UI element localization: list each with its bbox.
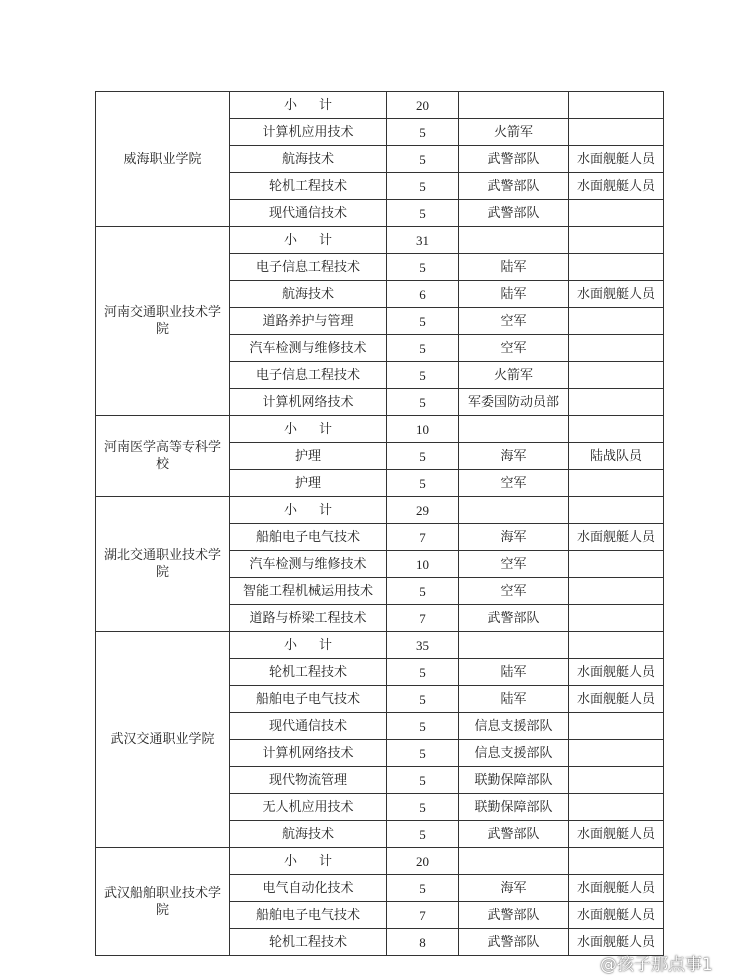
remark: 陆战队员 (569, 443, 664, 470)
quota-count: 5 (387, 794, 459, 821)
major-name: 轮机工程技术 (230, 659, 387, 686)
remark: 水面舰艇人员 (569, 524, 664, 551)
major-name: 现代通信技术 (230, 200, 387, 227)
major-name: 船舶电子电气技术 (230, 902, 387, 929)
quota-count: 7 (387, 902, 459, 929)
military-branch: 空军 (459, 308, 569, 335)
quota-count: 5 (387, 254, 459, 281)
major-name: 道路与桥梁工程技术 (230, 605, 387, 632)
major-name: 航海技术 (230, 146, 387, 173)
empty-cell (569, 416, 664, 443)
quota-count: 5 (387, 389, 459, 416)
quota-count: 6 (387, 281, 459, 308)
military-branch: 武警部队 (459, 902, 569, 929)
remark: 水面舰艇人员 (569, 173, 664, 200)
subtotal-label: 小计 (230, 497, 387, 524)
remark (569, 470, 664, 497)
remark: 水面舰艇人员 (569, 875, 664, 902)
quota-count: 5 (387, 443, 459, 470)
quota-count: 7 (387, 524, 459, 551)
military-branch: 海军 (459, 443, 569, 470)
remark (569, 308, 664, 335)
military-branch: 陆军 (459, 659, 569, 686)
remark (569, 551, 664, 578)
subtotal-count: 10 (387, 416, 459, 443)
quota-count: 5 (387, 335, 459, 362)
military-branch: 信息支援部队 (459, 713, 569, 740)
military-branch: 空军 (459, 335, 569, 362)
quota-count: 5 (387, 875, 459, 902)
remark (569, 200, 664, 227)
major-name: 电子信息工程技术 (230, 362, 387, 389)
remark: 水面舰艇人员 (569, 686, 664, 713)
military-branch: 信息支援部队 (459, 740, 569, 767)
military-branch: 陆军 (459, 686, 569, 713)
subtotal-label: 小计 (230, 227, 387, 254)
quota-count: 10 (387, 551, 459, 578)
remark (569, 254, 664, 281)
military-branch: 陆军 (459, 281, 569, 308)
school-name: 武汉船舶职业技术学院 (96, 848, 230, 956)
school-name: 武汉交通职业学院 (96, 632, 230, 848)
quota-count: 5 (387, 740, 459, 767)
watermark-text: @孩子那点事1 (600, 955, 713, 975)
remark: 水面舰艇人员 (569, 821, 664, 848)
remark (569, 362, 664, 389)
quota-count: 5 (387, 686, 459, 713)
quota-count: 5 (387, 119, 459, 146)
quota-count: 5 (387, 470, 459, 497)
major-name: 轮机工程技术 (230, 173, 387, 200)
empty-cell (569, 92, 664, 119)
military-branch: 空军 (459, 578, 569, 605)
enrollment-table (95, 91, 664, 956)
subtotal-count: 20 (387, 92, 459, 119)
remark: 水面舰艇人员 (569, 146, 664, 173)
quota-count: 8 (387, 929, 459, 956)
subtotal-label: 小计 (230, 416, 387, 443)
quota-count: 5 (387, 308, 459, 335)
major-name: 船舶电子电气技术 (230, 686, 387, 713)
remark (569, 335, 664, 362)
military-branch: 武警部队 (459, 605, 569, 632)
subtotal-count: 29 (387, 497, 459, 524)
subtotal-label: 小计 (230, 92, 387, 119)
quota-count: 7 (387, 605, 459, 632)
remark: 水面舰艇人员 (569, 281, 664, 308)
major-name: 道路养护与管理 (230, 308, 387, 335)
major-name: 计算机网络技术 (230, 740, 387, 767)
military-branch: 武警部队 (459, 173, 569, 200)
military-branch: 联勤保障部队 (459, 794, 569, 821)
major-name: 船舶电子电气技术 (230, 524, 387, 551)
military-branch: 武警部队 (459, 821, 569, 848)
subtotal-label: 小计 (230, 632, 387, 659)
major-name: 现代通信技术 (230, 713, 387, 740)
major-name: 智能工程机械运用技术 (230, 578, 387, 605)
subtotal-label: 小计 (230, 848, 387, 875)
remark (569, 713, 664, 740)
empty-cell (459, 416, 569, 443)
subtotal-row (96, 632, 664, 659)
major-name: 护理 (230, 443, 387, 470)
remark: 水面舰艇人员 (569, 902, 664, 929)
major-name: 汽车检测与维修技术 (230, 551, 387, 578)
remark: 水面舰艇人员 (569, 929, 664, 956)
empty-cell (459, 92, 569, 119)
subtotal-count: 35 (387, 632, 459, 659)
military-branch: 武警部队 (459, 146, 569, 173)
quota-count: 5 (387, 362, 459, 389)
subtotal-row (96, 497, 664, 524)
major-name: 航海技术 (230, 821, 387, 848)
quota-count: 5 (387, 713, 459, 740)
quota-count: 5 (387, 821, 459, 848)
remark (569, 794, 664, 821)
table-body (96, 92, 664, 956)
empty-cell (459, 497, 569, 524)
military-branch: 海军 (459, 524, 569, 551)
remark (569, 389, 664, 416)
subtotal-row (96, 416, 664, 443)
military-branch: 火箭军 (459, 119, 569, 146)
remark (569, 740, 664, 767)
school-name: 河南交通职业技术学院 (96, 227, 230, 416)
empty-cell (569, 632, 664, 659)
subtotal-row (96, 92, 664, 119)
subtotal-count: 20 (387, 848, 459, 875)
military-branch: 联勤保障部队 (459, 767, 569, 794)
subtotal-row (96, 227, 664, 254)
major-name: 无人机应用技术 (230, 794, 387, 821)
remark (569, 767, 664, 794)
military-branch: 海军 (459, 875, 569, 902)
subtotal-count: 31 (387, 227, 459, 254)
major-name: 计算机应用技术 (230, 119, 387, 146)
major-name: 电气自动化技术 (230, 875, 387, 902)
major-name: 汽车检测与维修技术 (230, 335, 387, 362)
empty-cell (459, 848, 569, 875)
major-name: 电子信息工程技术 (230, 254, 387, 281)
quota-count: 5 (387, 173, 459, 200)
empty-cell (569, 497, 664, 524)
military-branch: 空军 (459, 551, 569, 578)
quota-count: 5 (387, 767, 459, 794)
military-branch: 武警部队 (459, 929, 569, 956)
quota-count: 5 (387, 200, 459, 227)
military-branch: 军委国防动员部 (459, 389, 569, 416)
school-name: 湖北交通职业技术学院 (96, 497, 230, 632)
major-name: 护理 (230, 470, 387, 497)
subtotal-row (96, 848, 664, 875)
school-name: 河南医学高等专科学校 (96, 416, 230, 497)
empty-cell (569, 848, 664, 875)
major-name: 现代物流管理 (230, 767, 387, 794)
remark (569, 605, 664, 632)
major-name: 轮机工程技术 (230, 929, 387, 956)
quota-count: 5 (387, 578, 459, 605)
empty-cell (459, 227, 569, 254)
quota-count: 5 (387, 659, 459, 686)
remark: 水面舰艇人员 (569, 659, 664, 686)
military-branch: 火箭军 (459, 362, 569, 389)
empty-cell (569, 227, 664, 254)
major-name: 计算机网络技术 (230, 389, 387, 416)
military-branch: 空军 (459, 470, 569, 497)
military-branch: 武警部队 (459, 200, 569, 227)
quota-count: 5 (387, 146, 459, 173)
empty-cell (459, 632, 569, 659)
major-name: 航海技术 (230, 281, 387, 308)
remark (569, 578, 664, 605)
remark (569, 119, 664, 146)
school-name: 威海职业学院 (96, 92, 230, 227)
military-branch: 陆军 (459, 254, 569, 281)
